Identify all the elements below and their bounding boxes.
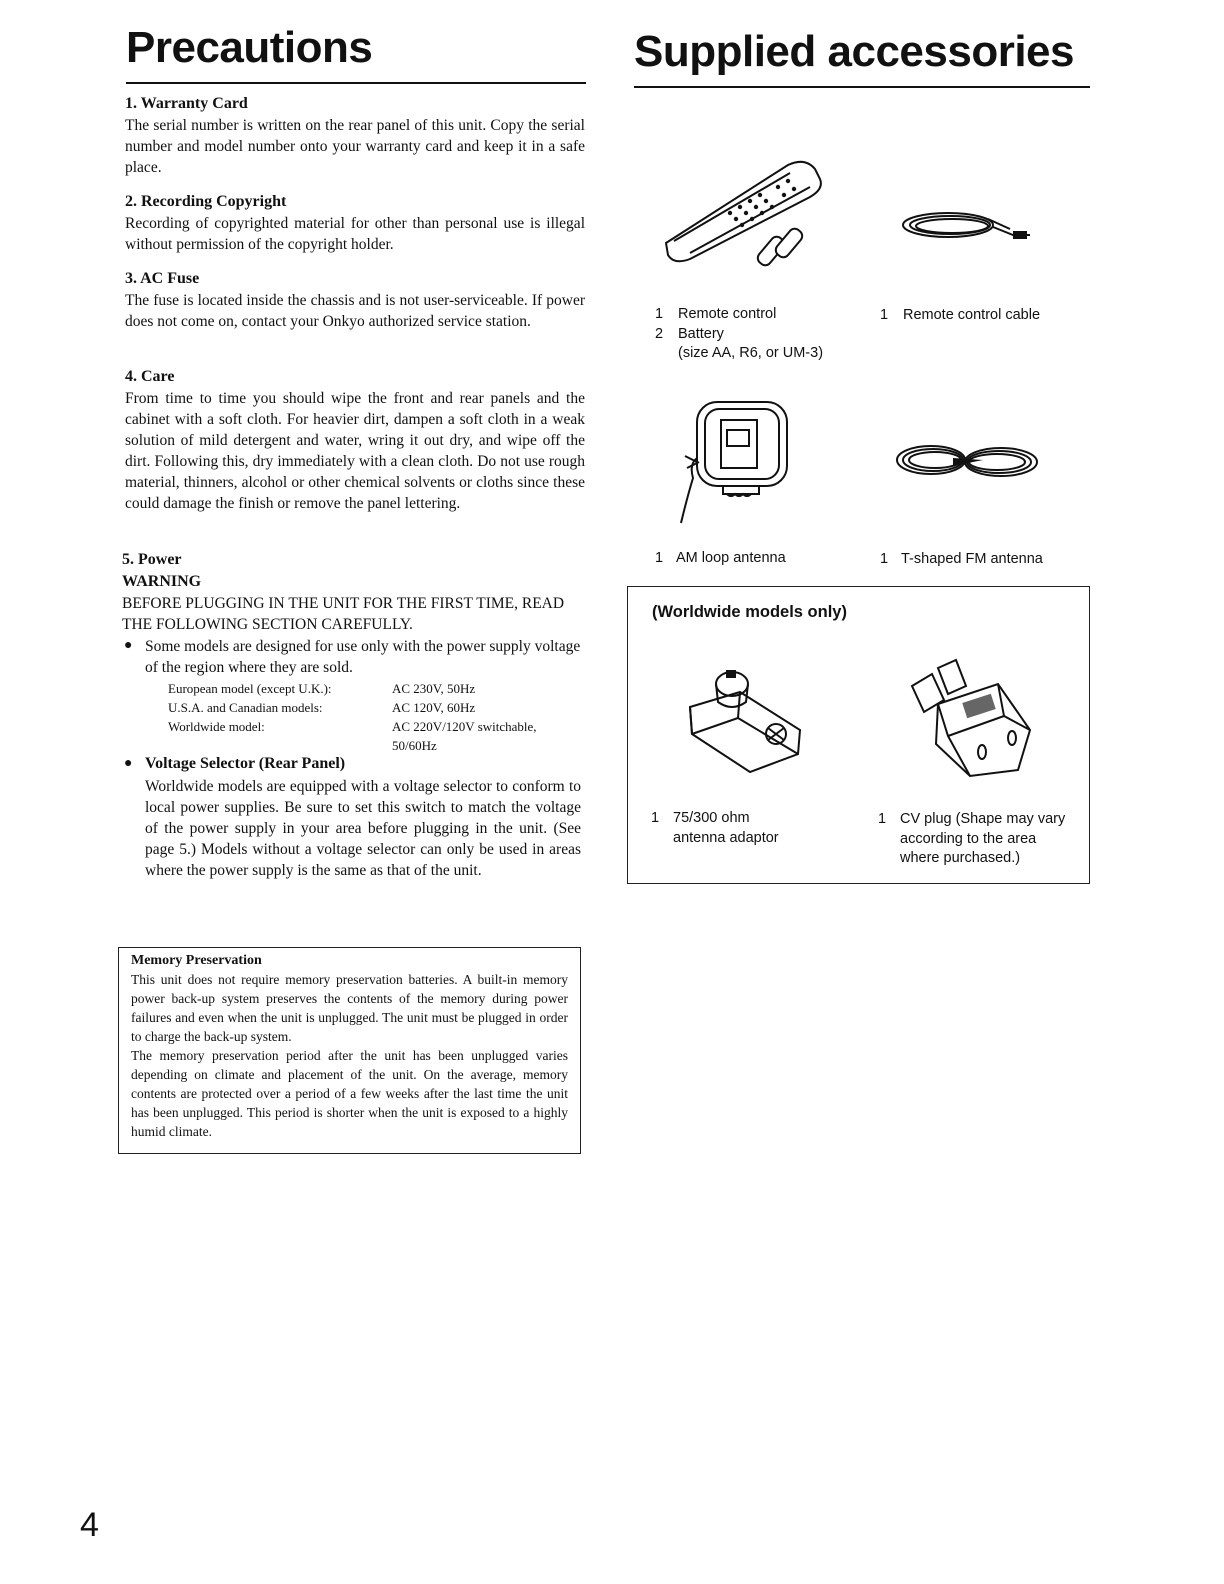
section-title: 1. Warranty Card <box>125 95 248 112</box>
voltage-value: AC 120V, 60Hz <box>392 700 476 715</box>
voltage-model: European model (except U.K.): <box>168 681 332 696</box>
bullet-dot: ● <box>124 638 133 653</box>
section-ac-fuse <box>125 268 585 332</box>
cv-plug-caption <box>878 810 1088 869</box>
voltage-selector-text: Worldwide models are equipped with a voltage selector to conform to local power supplies. Be sure to set this switch to match the voltage of the power supply in your area before plugging in the unit. (See page 5.) Models without a voltage selector can only be used in areas where the power supply is the same as that of the unit. <box>145 778 581 879</box>
item-qty: 1 <box>655 306 664 322</box>
item-label: T-shaped FM antenna <box>901 551 1043 567</box>
item-qty: 1 <box>880 551 889 567</box>
am-loop-antenna-icon <box>675 398 795 528</box>
section-warranty <box>125 93 585 178</box>
bullet-text: Some models are designed for use only with the power supply voltage of the region where they are sold. <box>145 638 581 676</box>
memory-preservation-box <box>118 947 581 1154</box>
section-title: 2. Recording Copyright <box>125 193 287 210</box>
antenna-adaptor-icon <box>680 662 810 777</box>
item-label: 75/300 ohm <box>673 810 750 826</box>
item-label: antenna adaptor <box>673 829 779 846</box>
cv-plug-icon <box>908 664 1038 779</box>
item-label: according to the area <box>900 830 1037 847</box>
accessories-rule <box>634 86 1090 88</box>
voltage-model: U.S.A. and Canadian models: <box>168 700 323 715</box>
voltage-value: AC 220V/120V switchable, <box>392 719 537 734</box>
section-text: The fuse is located inside the chassis and is not user-serviceable. If power does not come on, contact your Onkyo authorized service station. <box>125 292 585 330</box>
page-number: 4 <box>80 1506 99 1544</box>
accessories-heading: Supplied accessories <box>634 27 1074 76</box>
worldwide-title: (Worldwide models only) <box>652 603 847 621</box>
remote-battery-caption <box>655 305 855 364</box>
memory-paragraph-1: This unit does not require memory preservation batteries. A built-in memory power back-up system preserves the contents of the memory during power failures and even when the unit is unplugged. The unit must be plugged in order to charge the back-up system. <box>131 972 568 1044</box>
warning-text: BEFORE PLUGGING IN THE UNIT FOR THE FIRST TIME, READ THE FOLLOWING SECTION CAREFULLY. <box>122 595 565 633</box>
section-power <box>122 549 585 635</box>
item-label: Battery <box>678 325 724 342</box>
fm-antenna-icon <box>893 440 1041 482</box>
section-care <box>125 366 585 514</box>
section-title: 3. AC Fuse <box>125 270 200 287</box>
memory-paragraph-2: The memory preservation period after the unit has been unplugged varies depending on climate and placement of the unit. On the average, memory contents are protected over a period of a few weeks after the last time the unit has been unplugged. This period is shorter when the unit is exposed to a highly humid climate. <box>131 1048 568 1139</box>
bullet-dot: ● <box>124 756 133 771</box>
section-text: The serial number is written on the rear panel of this unit. Copy the serial number and model number onto your warranty card and keep it in a safe place. <box>125 117 585 176</box>
item-label: AM loop antenna <box>676 550 786 566</box>
section-text: Recording of copyrighted material for other than personal use is illegal without permission of the copyright holder. <box>125 215 585 253</box>
cable-icon <box>898 205 1033 245</box>
precautions-heading: Precautions <box>126 23 373 72</box>
item-label: Remote control <box>678 306 777 322</box>
item-note: (size AA, R6, or UM-3) <box>678 345 824 361</box>
am-caption <box>655 549 855 569</box>
section-copyright <box>125 191 585 255</box>
remote-control-icon <box>660 155 830 270</box>
voltage-value: AC 230V, 50Hz <box>392 681 476 696</box>
voltage-selector-title: Voltage Selector (Rear Panel) <box>145 755 346 772</box>
item-qty: 1 <box>878 811 887 827</box>
warning-label: WARNING <box>122 573 202 590</box>
item-qty: 1 <box>880 307 889 323</box>
voltage-value: 50/60Hz <box>392 738 437 753</box>
memory-title: Memory Preservation <box>131 953 262 968</box>
voltage-model: Worldwide model: <box>168 719 265 734</box>
adaptor-caption <box>651 809 871 848</box>
item-label: where purchased.) <box>900 850 1021 866</box>
section-title: 4. Care <box>125 368 175 385</box>
item-qty: 1 <box>655 550 664 566</box>
precautions-rule <box>126 82 586 84</box>
fm-caption <box>880 550 1080 570</box>
item-label: Remote control cable <box>903 307 1041 323</box>
cable-caption <box>880 306 1080 326</box>
section-text: From time to time you should wipe the front and rear panels and the cabinet with a soft cloth. For heavier dirt, dampen a soft cloth in a weak solution of mild detergent and water, wring it out dry, and wipe off the dirt. Following this, dry immediately with a clean cloth. Do not use rough material, thinners, alcohol or other chemical solvents or cloths since these could damage the finish or remove the panel lettering. <box>125 390 585 512</box>
item-label: CV plug (Shape may vary <box>900 811 1066 827</box>
item-qty: 2 <box>655 325 664 342</box>
section-title: 5. Power <box>122 551 182 568</box>
item-qty: 1 <box>651 810 660 826</box>
